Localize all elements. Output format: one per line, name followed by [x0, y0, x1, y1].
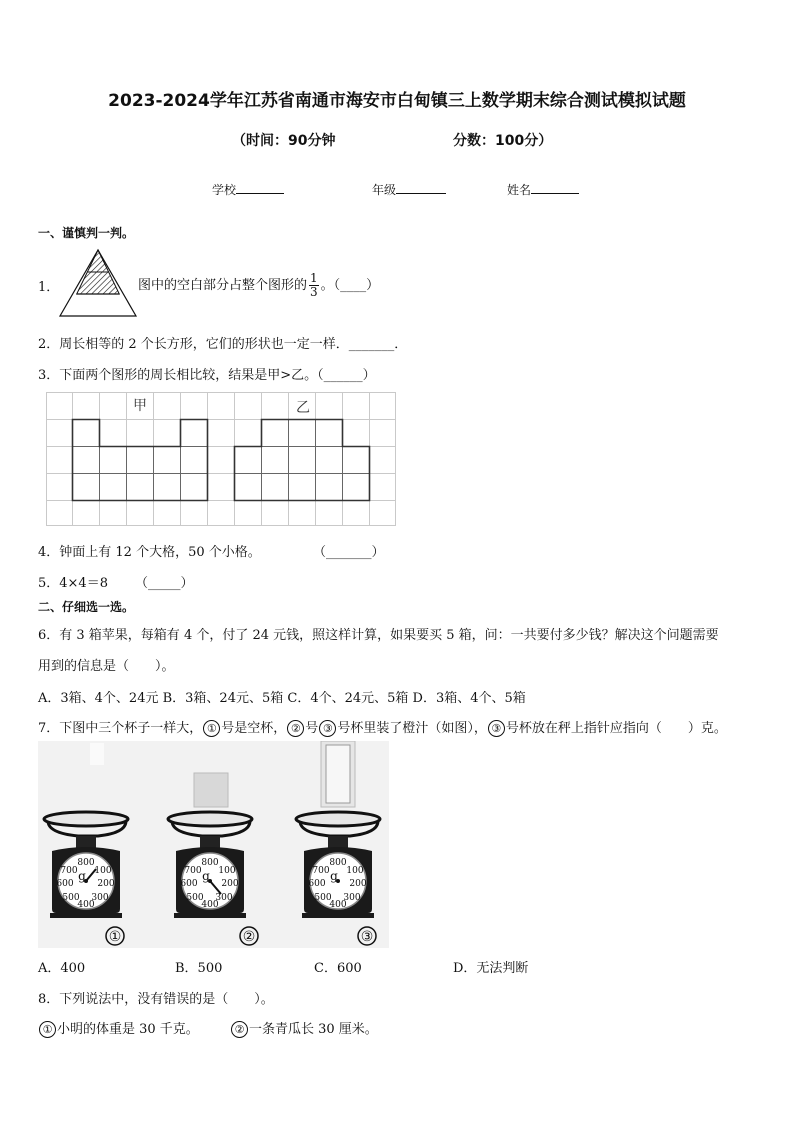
dial2-800: 800 — [201, 858, 219, 868]
dial3-300: 300 — [343, 893, 361, 903]
q3-text: 3．下面两个图形的周长相比较，结果是甲>乙。（______） — [38, 368, 376, 383]
dial1-400: 400 — [77, 900, 95, 910]
dial1-200: 200 — [97, 879, 115, 889]
score-label: 分数：100分） — [453, 133, 553, 149]
dial2-500: 500 — [186, 893, 204, 903]
dial1-100: 100 — [94, 866, 112, 876]
dial3-800: 800 — [329, 858, 347, 868]
scale-label-1: ① — [108, 929, 122, 945]
school-blank — [236, 181, 284, 194]
label-yi: 乙 — [296, 400, 310, 416]
section1-heading: 一、谨慎判一判。 — [38, 226, 135, 240]
circled-1: ① — [39, 1021, 56, 1038]
q7-option-b: B．500 — [175, 961, 223, 976]
dial1-500: 500 — [62, 893, 80, 903]
q8-option-2-text: 一条青瓜长 30 厘米。 — [249, 1022, 378, 1037]
dial2-100: 100 — [218, 866, 236, 876]
dial3-unit: g — [330, 869, 338, 883]
name-blank — [531, 181, 579, 194]
q7-option-c: C．600 — [314, 961, 362, 976]
scale-label-3: ③ — [360, 929, 374, 945]
circled-1: ① — [203, 720, 220, 737]
dial3-100: 100 — [346, 866, 364, 876]
scales-figure — [38, 741, 389, 948]
q1-answer-blank: 。（____） — [320, 278, 380, 293]
school-field — [212, 181, 284, 198]
q6-line1: 6．有 3 箱苹果，每箱有 4 个，付了 24 元钱，照这样计算，如果要买 5 箱，问：一共要付多少钱？解决这个问题需要 — [38, 628, 719, 643]
q7-prefix: 7．下图中三个杯子一样大， — [38, 721, 203, 736]
dial2-200: 200 — [221, 879, 239, 889]
dial3-200: 200 — [349, 879, 367, 889]
q7-part2: 号 — [305, 721, 319, 736]
dial2-700: 700 — [184, 866, 202, 876]
q7-option-d: D．无法判断 — [453, 961, 529, 976]
q5-text: 5．4×4＝8 — [38, 576, 108, 591]
dial1-700: 700 — [60, 866, 78, 876]
q1-text-before: 图中的空白部分占整个图形的 — [138, 278, 308, 293]
time-label: （时间：90分钟 — [232, 133, 336, 149]
shape-jia — [73, 420, 208, 501]
fraction-denominator: 3 — [310, 285, 318, 299]
q7-part4: 号杯放在秤上指针应指向（ ）克。 — [505, 721, 727, 736]
q1-text — [138, 272, 379, 299]
dial3-500: 500 — [314, 893, 332, 903]
dial1-unit: g — [78, 869, 86, 883]
grade-blank — [396, 181, 446, 194]
q1-number: 1． — [38, 280, 60, 295]
circled-3b: ③ — [488, 720, 505, 737]
fraction-numerator: 1 — [310, 271, 318, 285]
grade-label: 年级 — [372, 183, 397, 197]
q5-answer-blank: （_____） — [135, 576, 194, 591]
triangle-figure — [58, 248, 138, 318]
label-jia: 甲 — [133, 398, 147, 414]
dial2-unit: g — [202, 869, 210, 883]
school-label: 学校 — [212, 183, 237, 197]
q7-part1: 号是空杯， — [221, 721, 287, 736]
shape-yi — [235, 420, 370, 501]
dial3-600: 600 — [308, 879, 326, 889]
dial2-600: 600 — [180, 879, 198, 889]
q4-answer-blank: （_______） — [313, 545, 385, 560]
dial2-400: 400 — [201, 900, 219, 910]
q2-text: 2．周长相等的 2 个长方形，它们的形状也一定一样．_______． — [38, 337, 408, 352]
q6-line2: 用到的信息是（ ）。 — [38, 659, 175, 674]
name-field — [507, 181, 579, 198]
q4-text: 4．钟面上有 12 个大格，50 个小格。 — [38, 545, 261, 560]
circled-2: ② — [287, 720, 304, 737]
q7-stem — [38, 717, 727, 737]
name-label: 姓名 — [507, 183, 532, 197]
q8-option-1-text: 小明的体重是 30 千克。 — [57, 1022, 199, 1037]
dial3-700: 700 — [312, 866, 330, 876]
q8-option-2 — [230, 1018, 378, 1038]
grid-figure — [46, 392, 396, 526]
scale-label-2: ② — [242, 929, 256, 945]
page-title: 2023-2024学年江苏省南通市海安市白甸镇三上数学期末综合测试模拟试题 — [108, 91, 686, 111]
section2-heading: 二、仔细选一选。 — [38, 600, 135, 614]
circled-2: ② — [231, 1021, 248, 1038]
q8-stem: 8．下列说法中，没有错误的是（ ）。 — [38, 992, 274, 1007]
q7-option-a: A．400 — [38, 961, 86, 976]
dial1-800: 800 — [77, 858, 95, 868]
fraction-one-third — [309, 272, 319, 299]
dial1-600: 600 — [56, 879, 74, 889]
q8-option-1 — [38, 1018, 199, 1038]
circled-3: ③ — [319, 720, 336, 737]
dial2-300: 300 — [215, 893, 233, 903]
q7-part3: 号杯里装了橙汁（如图）， — [337, 721, 487, 736]
grade-field — [372, 181, 446, 198]
dial3-400: 400 — [329, 900, 347, 910]
q6-options: A．3箱、4个、24元 B．3箱、24元、5箱 C．4个、24元、5箱 D．3箱、4个、5箱 — [38, 691, 526, 706]
dial1-300: 300 — [91, 893, 109, 903]
